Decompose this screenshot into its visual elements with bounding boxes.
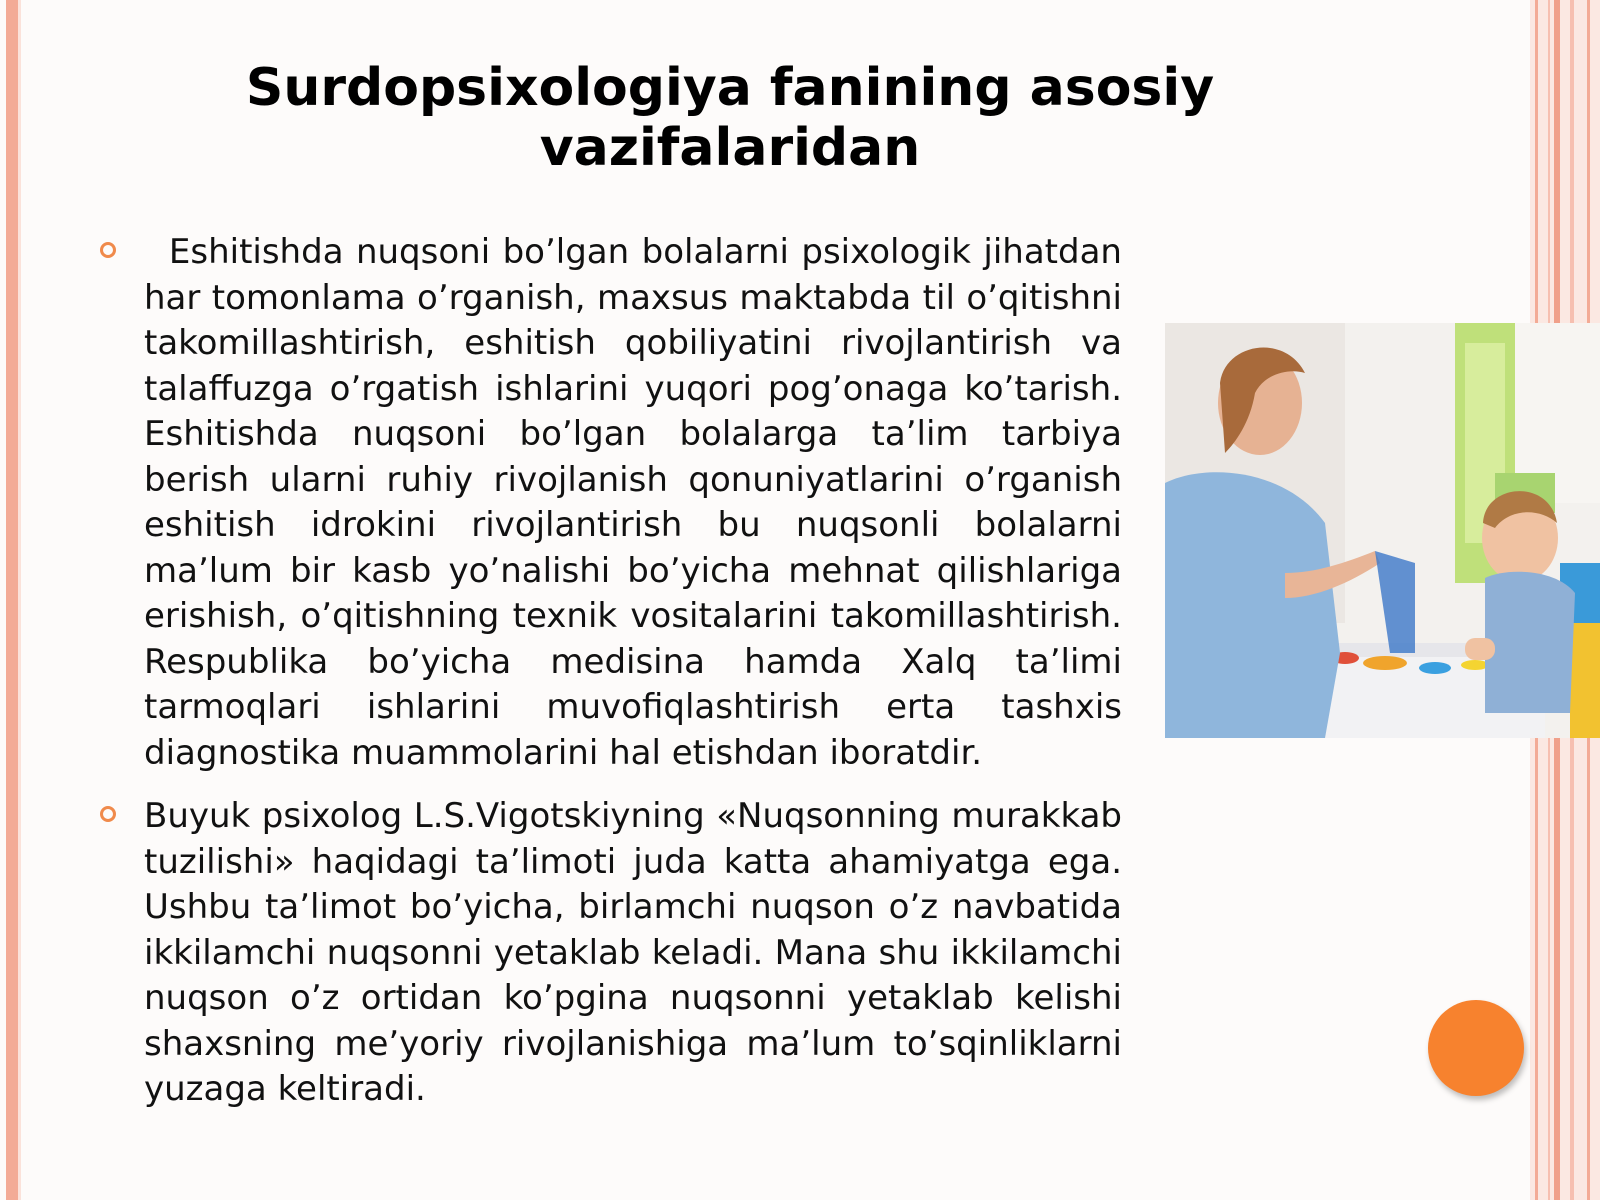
bullet-item — [96, 230, 1133, 776]
slide-title: Surdopsixologiya fanining asosiy vazifalaridan — [245, 58, 1215, 178]
orange-circle-decoration — [1428, 1000, 1524, 1096]
bullet-ring-icon — [100, 242, 116, 258]
bullet-text: Eshitishda nuqsoni bo’lgan bolalarni psixologik jihatdan har tomonlama o’rganish, maxsus maktabda til o’qitishni takomillashtirish, eshitish qobiliyatini rivojlantirish va talaffuzga o’rgatish ishlarini yuqori pog’onaga ko’tarish. Eshitishda nuqsoni bo’lgan bolalarga ta’lim tarbiya berish ularni ruhiy rivojlanish qonuniyatlarini o’rganish eshitish idrokini rivojlantirish bu nuqsonli bolalarni ma’lum bir kasb yo’nalishi bo’yicha mehnat qilishlariga erishish, o’qitishning texnik vositalarini takomillashtirish. Respublika bo’yicha medisina hamda Xalq ta’limi tarmoqlari ishlarini muvofiqlashtirish erta tashxis diagnostika muammolarini hal etishdan iboratdir. — [144, 232, 1133, 773]
bullet-ring-icon — [100, 806, 116, 822]
teacher-child-photo — [1165, 323, 1600, 738]
bullet-text: Buyuk psixolog L.S.Vigotskiyning «Nuqsonning murakkab tuzilishi» haqidagi ta’limoti juda katta ahamiyatga ega. Ushbu ta’limot bo’yicha, birlamchi nuqson o’z navbatida ikkilamchi nuqsonni yetaklab keladi. Mana shu ikkilamchi nuqson o’z ortidan ko’pgina nuqsonni yetaklab kelishi shaxsning me’yoriy rivojlanishiga ma’lum to’sqinliklarni yuzaga keltiradi. — [144, 796, 1122, 1109]
left-decorative-stripe — [6, 0, 18, 1200]
bullet-item — [96, 794, 1122, 1113]
slide-body — [96, 230, 1133, 1131]
left-decorative-stripe-inner — [18, 0, 21, 1200]
